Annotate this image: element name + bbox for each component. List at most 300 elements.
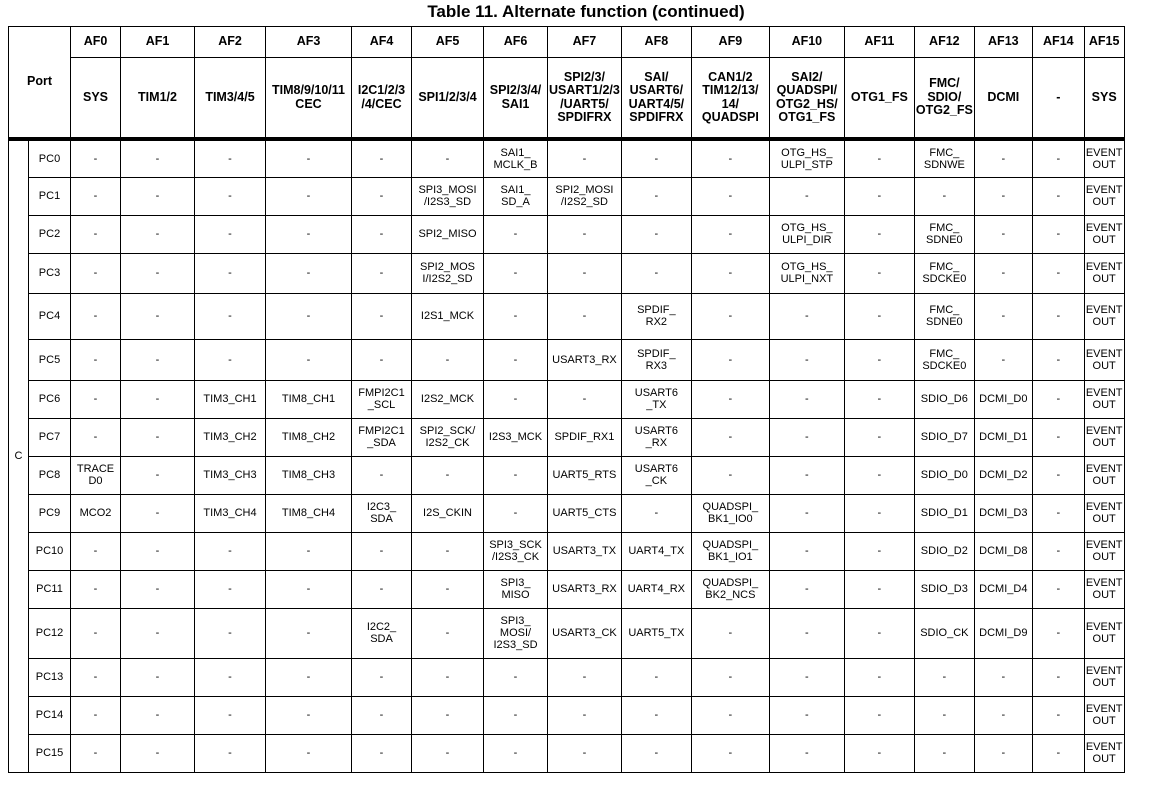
- af-cell: [195, 658, 266, 696]
- af-cell: [484, 418, 548, 456]
- af-cell: [914, 494, 974, 532]
- af-cell: [121, 253, 195, 293]
- af-cell-text: -: [93, 353, 98, 366]
- af-cell: [121, 658, 195, 696]
- af-function-label: FMC/ SDIO/ OTG2_FS: [915, 76, 973, 118]
- af-cell-text: MCO2: [79, 507, 112, 519]
- af-header-10: AF10: [769, 27, 844, 58]
- table-row: [9, 215, 1125, 253]
- af-cell-text: -: [877, 709, 882, 721]
- table-row: [9, 658, 1125, 696]
- af-cell: [691, 177, 769, 215]
- af-cell-text: -: [1056, 431, 1061, 443]
- af-cell: [1032, 608, 1084, 658]
- af-cell: [621, 658, 691, 696]
- af-cell-text: -: [654, 228, 659, 240]
- af-cell: [484, 734, 548, 772]
- af-cell-text: -: [306, 709, 311, 721]
- table-row: [9, 494, 1125, 532]
- af-cell: [769, 494, 844, 532]
- af-cell-text: -: [93, 583, 98, 595]
- af-cell-text: -: [1056, 228, 1061, 240]
- af-cell: [484, 494, 548, 532]
- af-cell: [195, 494, 266, 532]
- af-cell: [1032, 177, 1084, 215]
- af-cell: [691, 494, 769, 532]
- af-cell: [974, 608, 1032, 658]
- af-cell-text: -: [877, 267, 882, 279]
- af-cell: [1084, 570, 1124, 608]
- af-cell: [844, 253, 914, 293]
- af-cell: [1084, 532, 1124, 570]
- af-cell: [484, 456, 548, 494]
- af-cell: [121, 215, 195, 253]
- af-cell-text: USART6 _CK: [634, 463, 678, 487]
- af-cell: [974, 734, 1032, 772]
- af-cell: [484, 253, 548, 293]
- table-row: [9, 734, 1125, 772]
- af-cell: [71, 177, 121, 215]
- af-cell-text: TIM3_CH4: [203, 507, 257, 519]
- af-cell: [1084, 658, 1124, 696]
- af-cell: [548, 494, 622, 532]
- af-cell: [266, 177, 352, 215]
- af-cell: [621, 293, 691, 339]
- af-cell-text: -: [654, 190, 659, 202]
- af-cell: [1032, 380, 1084, 418]
- af-cell: [195, 608, 266, 658]
- pin-name: PC0: [29, 139, 71, 177]
- af-cell-text: TIM3_CH2: [203, 431, 257, 443]
- af-cell-text: -: [1056, 747, 1061, 759]
- af-cell-text: DCMI_D8: [979, 545, 1028, 557]
- af-cell-text: -: [306, 671, 311, 683]
- af-function-label: TIM3/4/5: [205, 89, 255, 104]
- af-cell-text: UART5_TX: [628, 627, 685, 639]
- af-header-11: AF11: [844, 27, 914, 58]
- af-cell-text: -: [582, 393, 587, 405]
- af-cell: [195, 734, 266, 772]
- af-cell: [914, 177, 974, 215]
- af-cell-text: -: [728, 747, 733, 759]
- af-cell-text: USART6 _TX: [634, 387, 678, 411]
- af-cell-text: -: [155, 627, 160, 639]
- af-cell-text: EVENT OUT: [1085, 741, 1123, 765]
- af-cell: [974, 418, 1032, 456]
- af-cell: [621, 494, 691, 532]
- af-cell: [352, 696, 412, 734]
- af-cell: [71, 215, 121, 253]
- af-cell-text: -: [728, 190, 733, 202]
- af-cell: [266, 339, 352, 380]
- af-cell-text: -: [445, 469, 450, 481]
- af-cell: [412, 608, 484, 658]
- pin-name: PC15: [29, 734, 71, 772]
- af-cell: [412, 494, 484, 532]
- af-cell-text: I2S2_MCK: [420, 393, 475, 405]
- af-cell-text: EVENT OUT: [1085, 539, 1123, 563]
- af-cell: [71, 570, 121, 608]
- af-cell: [974, 570, 1032, 608]
- af-cell: [1084, 339, 1124, 380]
- af-cell: [266, 456, 352, 494]
- af-cell: [195, 253, 266, 293]
- af-cell: [71, 139, 121, 177]
- af-cell-text: -: [513, 393, 518, 405]
- af-cell: [621, 418, 691, 456]
- af-cell-text: -: [654, 267, 659, 279]
- table-row: [9, 608, 1125, 658]
- af-cell-text: -: [1056, 507, 1061, 519]
- af-cell-text: EVENT OUT: [1085, 304, 1123, 328]
- af-cell: [484, 696, 548, 734]
- af-cell-text: DCMI_D0: [979, 393, 1028, 405]
- pin-name: PC1: [29, 177, 71, 215]
- af-cell-text: -: [379, 545, 384, 557]
- af-cell-text: FMC_ SDCKE0: [922, 347, 967, 372]
- af-cell: [195, 456, 266, 494]
- af-cell: [621, 177, 691, 215]
- af-cell-text: SDIO_D7: [920, 431, 968, 443]
- af-cell: [974, 177, 1032, 215]
- af-cell-text: SAI1_ SD_A: [500, 184, 531, 208]
- af-cell: [1032, 734, 1084, 772]
- af-cell-text: -: [1056, 152, 1061, 165]
- af-cell-text: EVENT OUT: [1085, 463, 1123, 487]
- af-cell: [974, 494, 1032, 532]
- af-cell-text: OTG_HS_ ULPI_DIR: [781, 222, 833, 246]
- af-cell: [1084, 608, 1124, 658]
- af-cell-text: EVENT OUT: [1085, 387, 1123, 411]
- af-cell-text: -: [728, 431, 733, 443]
- af-cell: [548, 658, 622, 696]
- af-function-header-6: [484, 58, 548, 140]
- af-cell: [1032, 494, 1084, 532]
- af-cell-text: EVENT OUT: [1085, 621, 1123, 645]
- af-cell-text: FMC_ SDNE0: [926, 304, 963, 328]
- af-cell: [195, 532, 266, 570]
- af-cell: [121, 608, 195, 658]
- af-cell-text: -: [942, 709, 947, 721]
- pin-name: PC5: [29, 339, 71, 380]
- af-cell-text: -: [93, 152, 98, 165]
- af-cell-text: -: [877, 747, 882, 759]
- af-cell-text: -: [445, 671, 450, 683]
- af-cell-text: EVENT OUT: [1085, 184, 1123, 208]
- af-cell-text: -: [93, 393, 98, 405]
- af-cell-text: EVENT OUT: [1085, 261, 1123, 285]
- af-function-label: SYS: [82, 89, 108, 104]
- af-cell-text: -: [228, 190, 232, 202]
- af-cell-text: -: [379, 583, 384, 595]
- af-cell-text: -: [379, 267, 384, 279]
- af-cell-text: -: [942, 671, 947, 683]
- af-cell: [844, 532, 914, 570]
- af-cell: [769, 380, 844, 418]
- af-cell-text: I2S1_MCK: [420, 310, 475, 322]
- af-cell: [412, 456, 484, 494]
- af-cell-text: -: [728, 671, 733, 683]
- af-cell-text: -: [805, 190, 809, 202]
- af-cell: [412, 139, 484, 177]
- af-cell-text: TIM8_CH4: [281, 507, 336, 519]
- af-header-12: AF12: [914, 27, 974, 58]
- af-cell: [412, 418, 484, 456]
- af-cell: [121, 380, 195, 418]
- af-function-header-3: [266, 58, 352, 140]
- af-cell-text: SPI2_MOSI /I2S2_SD: [555, 184, 614, 208]
- af-cell: [412, 339, 484, 380]
- af-cell-text: I2S3_MCK: [488, 431, 543, 443]
- af-cell-text: -: [1056, 469, 1061, 481]
- table-row: [9, 339, 1125, 380]
- af-cell: [691, 570, 769, 608]
- af-cell-text: -: [93, 709, 98, 721]
- pin-name: PC14: [29, 696, 71, 734]
- af-header-6: AF6: [484, 27, 548, 58]
- af-cell-text: -: [379, 310, 384, 322]
- af-cell-text: -: [155, 583, 160, 595]
- af-cell-text: SDIO_D3: [920, 583, 968, 595]
- af-cell: [484, 339, 548, 380]
- af-cell: [121, 494, 195, 532]
- pin-name: PC13: [29, 658, 71, 696]
- af-cell-text: -: [228, 152, 232, 165]
- af-cell-text: -: [93, 545, 98, 557]
- af-cell-text: SPDIF_RX1: [554, 431, 615, 443]
- af-cell-text: -: [228, 545, 232, 557]
- af-cell-text: -: [654, 671, 659, 683]
- af-cell: [484, 293, 548, 339]
- af-cell: [266, 696, 352, 734]
- af-cell-text: -: [155, 393, 160, 405]
- af-cell-text: -: [1056, 583, 1061, 595]
- af-cell: [71, 696, 121, 734]
- af-cell: [548, 339, 622, 380]
- af-cell-text: -: [805, 353, 809, 366]
- af-cell-text: -: [445, 627, 450, 639]
- af-cell-text: -: [379, 671, 384, 683]
- af-function-label: SAI2/ QUADSPI/ OTG2_HS/ OTG1_FS: [775, 69, 838, 124]
- af-cell: [914, 608, 974, 658]
- af-cell: [548, 570, 622, 608]
- af-cell-text: -: [228, 709, 232, 721]
- af-cell: [352, 570, 412, 608]
- table-row: [9, 293, 1125, 339]
- af-cell: [266, 608, 352, 658]
- af-cell-text: SPDIF_ RX2: [637, 304, 676, 328]
- af-cell-text: -: [582, 671, 587, 683]
- af-cell: [352, 608, 412, 658]
- af-cell: [769, 139, 844, 177]
- af-cell-text: -: [155, 267, 160, 279]
- af-cell: [621, 456, 691, 494]
- af-cell-text: -: [877, 627, 882, 639]
- af-cell-text: -: [805, 583, 809, 595]
- af-cell: [266, 734, 352, 772]
- af-cell-text: TRACE D0: [76, 463, 115, 487]
- pin-name: PC3: [29, 253, 71, 293]
- af-cell-text: -: [93, 310, 98, 322]
- af-cell-text: -: [1001, 310, 1006, 322]
- af-cell: [548, 177, 622, 215]
- af-cell: [352, 293, 412, 339]
- af-cell: [844, 293, 914, 339]
- af-cell: [914, 696, 974, 734]
- af-cell-text: SPI3_SCK /I2S3_CK: [489, 539, 542, 563]
- af-cell-text: -: [805, 507, 809, 519]
- af-cell: [691, 456, 769, 494]
- af-cell-text: -: [93, 747, 98, 759]
- af-cell-text: -: [93, 267, 98, 279]
- af-cell: [266, 532, 352, 570]
- af-function-header-9: [691, 58, 769, 140]
- af-cell: [484, 532, 548, 570]
- af-header-8: AF8: [621, 27, 691, 58]
- af-cell: [769, 253, 844, 293]
- af-cell-text: FMC_ SDCKE0: [922, 261, 967, 285]
- af-function-label: SPI1/2/3/4: [418, 89, 477, 104]
- af-cell: [769, 293, 844, 339]
- af-cell: [195, 215, 266, 253]
- af-header-3: AF3: [266, 27, 352, 58]
- af-cell: [974, 253, 1032, 293]
- af-cell: [71, 339, 121, 380]
- af-cell-text: -: [728, 152, 733, 165]
- af-cell: [769, 570, 844, 608]
- af-cell: [844, 215, 914, 253]
- af-cell: [195, 570, 266, 608]
- af-cell-text: -: [1056, 353, 1061, 366]
- af-cell-text: UART4_RX: [627, 583, 685, 595]
- af-cell: [974, 456, 1032, 494]
- af-cell-text: -: [379, 228, 384, 240]
- af-cell: [352, 215, 412, 253]
- af-cell: [844, 608, 914, 658]
- af-cell-text: -: [155, 469, 160, 481]
- af-cell: [1032, 696, 1084, 734]
- af-header-0: AF0: [71, 27, 121, 58]
- af-cell: [195, 293, 266, 339]
- af-cell: [484, 177, 548, 215]
- af-cell-text: -: [93, 431, 98, 443]
- af-header-1: AF1: [121, 27, 195, 58]
- af-cell-text: -: [805, 627, 809, 639]
- af-cell: [352, 734, 412, 772]
- af-cell-text: -: [93, 190, 98, 202]
- af-cell: [121, 532, 195, 570]
- af-cell: [1084, 696, 1124, 734]
- af-cell: [844, 658, 914, 696]
- table-row: [9, 532, 1125, 570]
- af-cell: [71, 380, 121, 418]
- af-cell: [621, 253, 691, 293]
- af-cell: [1032, 215, 1084, 253]
- af-cell: [266, 418, 352, 456]
- af-cell-text: -: [93, 671, 98, 683]
- af-cell-text: -: [654, 507, 659, 519]
- af-cell: [974, 696, 1032, 734]
- af-cell-text: SDIO_D1: [920, 507, 968, 519]
- af-cell-text: -: [877, 190, 882, 202]
- af-cell: [352, 139, 412, 177]
- af-function-header-10: [769, 58, 844, 140]
- af-cell-text: -: [1001, 267, 1006, 279]
- af-cell-text: FMC_ SDNE0: [926, 222, 963, 246]
- af-cell-text: -: [445, 747, 450, 759]
- pin-name: PC9: [29, 494, 71, 532]
- af-cell-text: -: [877, 507, 882, 519]
- af-cell: [621, 608, 691, 658]
- af-cell-text: TIM8_CH1: [281, 393, 336, 405]
- af-cell: [621, 380, 691, 418]
- af-cell: [548, 532, 622, 570]
- af-cell: [1084, 293, 1124, 339]
- af-cell: [691, 380, 769, 418]
- af-cell: [1032, 658, 1084, 696]
- af-cell-text: SPI2_MISO: [418, 228, 477, 240]
- af-cell: [691, 734, 769, 772]
- af-cell-text: -: [513, 353, 518, 366]
- af-cell-text: -: [306, 747, 311, 759]
- af-cell-text: -: [513, 469, 518, 481]
- af-cell-text: DCMI_D3: [979, 507, 1028, 519]
- af-cell: [548, 253, 622, 293]
- af-cell: [121, 456, 195, 494]
- af-cell-text: EVENT OUT: [1085, 577, 1123, 601]
- af-cell-text: -: [1001, 709, 1006, 721]
- af-cell-text: -: [513, 267, 518, 279]
- alternate-function-table: [8, 26, 1125, 773]
- af-cell-text: QUADSPI_ BK1_IO0: [702, 501, 759, 525]
- af-cell-text: FMPI2C1 _SCL: [358, 387, 405, 411]
- af-cell-text: -: [654, 152, 659, 165]
- af-cell: [71, 456, 121, 494]
- af-function-header-4: [352, 58, 412, 140]
- af-cell-text: TIM3_CH1: [203, 393, 257, 405]
- af-cell: [769, 456, 844, 494]
- af-cell: [769, 608, 844, 658]
- af-cell: [1084, 139, 1124, 177]
- af-cell-text: -: [1001, 228, 1006, 240]
- af-cell: [548, 456, 622, 494]
- af-cell-text: FMC_ SDNWE: [923, 146, 965, 171]
- af-cell: [1032, 293, 1084, 339]
- af-cell-text: I2C3_ SDA: [366, 501, 397, 525]
- af-cell-text: -: [155, 310, 160, 322]
- af-cell: [195, 339, 266, 380]
- af-cell: [974, 215, 1032, 253]
- af-cell: [691, 658, 769, 696]
- af-cell: [548, 215, 622, 253]
- af-cell: [1032, 570, 1084, 608]
- af-cell-text: DCMI_D4: [979, 583, 1028, 595]
- af-function-label: CAN1/2 TIM12/13/ 14/ QUADSPI: [701, 69, 759, 124]
- af-cell-text: -: [582, 267, 587, 279]
- af-cell-text: USART6 _RX: [634, 425, 678, 449]
- pin-name: PC11: [29, 570, 71, 608]
- af-cell: [691, 139, 769, 177]
- af-cell: [844, 139, 914, 177]
- af-cell: [621, 570, 691, 608]
- af-cell: [974, 293, 1032, 339]
- af-cell: [769, 532, 844, 570]
- af-cell: [121, 293, 195, 339]
- af-function-header-2: [195, 58, 266, 140]
- af-function-header-13: [974, 58, 1032, 140]
- af-cell-text: -: [228, 671, 232, 683]
- af-cell: [621, 696, 691, 734]
